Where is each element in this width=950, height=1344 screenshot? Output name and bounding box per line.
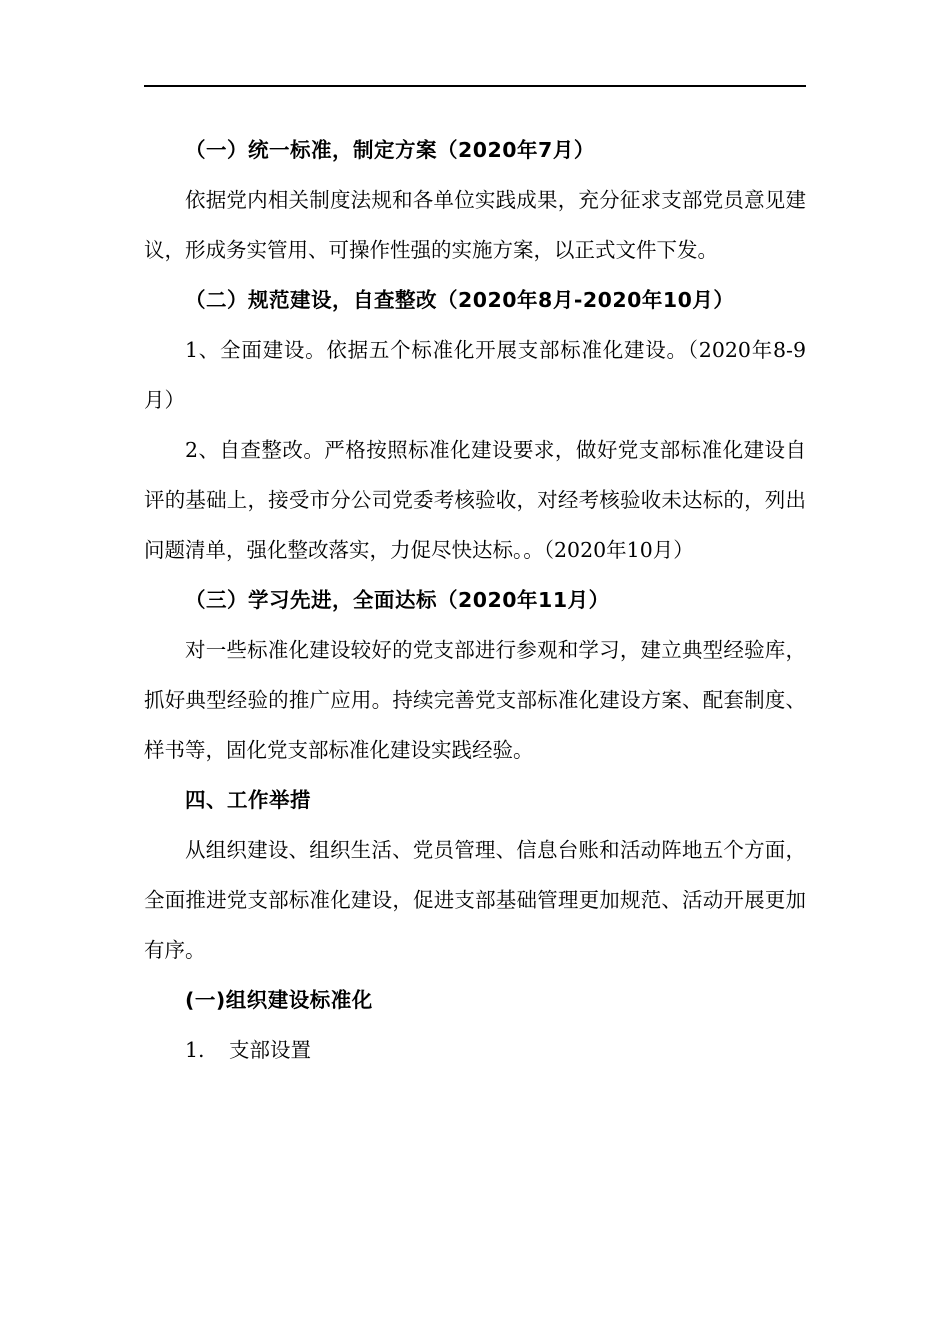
body-paragraph-3: 2、自查整改。严格按照标准化建设要求，做好党支部标准化建设自评的基础上，接受市分公司党委考核验收，对经考核验收未达标的，列出问题清单，强化整改落实，力促尽快达标。。（2020年10月） [144, 438, 806, 562]
document-body [144, 125, 806, 1075]
body-paragraph-5: 从组织建设、组织生活、党员管理、信息台账和活动阵地五个方面，全面推进党支部标准化建设，促进支部基础管理更加规范、活动开展更加有序。 [144, 838, 806, 962]
body-paragraph-2: 1、全面建设。依据五个标准化开展支部标准化建设。（2020年8-9月） [144, 338, 806, 412]
list-item-text: 支部设置 [229, 1038, 311, 1062]
section-heading-2: （二）规范建设，自查整改（2020年8月-2020年10月） [185, 288, 735, 312]
section-heading-1: （一）统一标准，制定方案（2020年7月） [185, 138, 595, 162]
chapter-heading-4: 四、工作举措 [185, 788, 311, 812]
section-heading-3: （三）学习先进，全面达标（2020年11月） [185, 588, 610, 612]
body-paragraph-1: 依据党内相关制度法规和各单位实践成果，充分征求支部党员意见建议，形成务实管用、可操作性强的实施方案，以正式文件下发。 [144, 188, 806, 262]
list-item-branch-setup [144, 1025, 806, 1075]
list-item-number: 1. [185, 1038, 205, 1062]
body-paragraph-4: 对一些标准化建设较好的党支部进行参观和学习，建立典型经验库，抓好典型经验的推广应用。持续完善党支部标准化建设方案、配套制度、样书等，固化党支部标准化建设实践经验。 [144, 638, 806, 762]
subsection-heading-org: (一)组织建设标准化 [185, 988, 373, 1012]
header-rule [144, 85, 806, 87]
